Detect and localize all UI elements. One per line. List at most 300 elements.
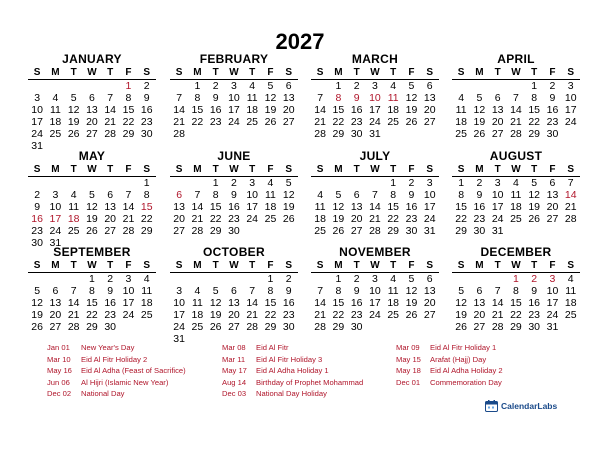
day-cell: 22 [191,116,204,128]
weekday-label: S [457,260,465,271]
day-cell: 17 [246,201,259,213]
day-cell: 25 [264,213,277,225]
day-cell: 1 [513,273,519,285]
weekday-label: W [87,67,97,78]
day-cell: 22 [528,116,541,128]
day-cell: 9 [285,285,292,297]
day-cell: 11 [49,104,61,116]
day-cell: 13 [104,201,117,213]
day-cell: 16 [140,104,153,116]
day-cell: 9 [531,285,538,297]
day-cell: 16 [104,297,117,309]
day-cell: 2 [34,189,41,201]
day-cell: 16 [528,297,541,309]
holiday-item [396,365,503,376]
day-cell: 6 [353,189,360,201]
day-cell: 27 [173,225,185,237]
day-cell: 29 [528,128,541,140]
day-cell: 12 [405,92,418,104]
day-cell: 28 [314,128,326,140]
day-cell: 27 [473,321,486,333]
day-cell: 14 [491,297,504,309]
holiday-date: Dec 01 [396,377,421,387]
day-cell: 23 [282,309,295,321]
day-cell: 15 [86,297,98,309]
day-cell: 16 [228,201,240,213]
weekday-label: S [316,260,324,271]
day-cell: 11 [455,104,467,116]
holiday-item [396,342,496,353]
day-cell: 24 [173,321,185,333]
weekday-label: W [370,260,380,271]
day-grid [28,80,156,152]
day-cell: 28 [369,225,381,237]
day-cell: 24 [31,128,43,140]
day-cell: 5 [70,92,77,104]
day-cell: 31 [423,225,436,237]
day-cell: 30 [31,237,43,249]
day-cell: 29 [86,321,98,333]
day-cell: 18 [246,104,259,116]
day-cell: 3 [372,80,378,92]
day-cell: 2 [476,177,483,189]
weekday-label: M [193,164,202,175]
weekday-label: S [143,164,151,175]
holiday-name: Birthday of Prophet Mohammad [256,377,364,387]
day-cell: 3 [125,273,132,285]
day-cell: 3 [231,80,237,92]
day-cell: 30 [282,321,295,333]
day-cell: 10 [228,92,240,104]
day-cell: 17 [173,309,185,321]
day-cell: 14 [564,189,577,201]
day-cell: 12 [405,285,418,297]
weekday-label: S [567,260,575,271]
month-name: SEPTEMBER [53,245,131,259]
holiday-date: Mar 10 [47,354,71,364]
weekday-header [311,66,439,80]
day-cell: 26 [405,309,418,321]
weekday-label: S [175,67,183,78]
weekday-header [311,163,439,177]
month-name: JUNE [217,149,251,163]
day-cell: 15 [140,201,153,213]
day-cell: 8 [143,189,150,201]
day-grid [311,80,439,140]
weekday-header [28,163,156,177]
weekday-label: F [408,67,415,78]
day-cell: 12 [528,189,541,201]
day-cell: 30 [104,321,117,333]
day-cell: 15 [528,104,541,116]
day-cell: 30 [546,128,559,140]
day-cell: 11 [565,285,577,297]
day-cell: 10 [369,285,381,297]
day-cell: 28 [104,128,117,140]
weekday-label: T [390,260,397,271]
day-cell: 25 [246,116,259,128]
day-cell: 7 [513,92,519,104]
day-cell: 31 [546,321,559,333]
day-cell: 3 [567,80,574,92]
day-cell: 15 [122,104,135,116]
day-cell: 20 [423,104,436,116]
day-cell: 9 [476,189,483,201]
weekday-label: M [475,260,484,271]
day-cell: 6 [107,189,114,201]
day-cell: 18 [510,201,522,213]
day-cell: 18 [49,116,62,128]
day-cell: 6 [176,189,183,201]
weekday-label: F [267,67,274,78]
day-cell: 28 [191,225,204,237]
day-cell: 22 [332,309,345,321]
day-cell: 19 [86,213,98,225]
day-cell: 12 [86,201,98,213]
day-cell: 10 [369,92,381,104]
day-cell: 31 [173,333,185,345]
day-cell: 15 [264,297,277,309]
day-cell: 30 [350,128,363,140]
holiday-item [396,354,486,365]
day-cell: 1 [194,80,201,92]
day-cell: 3 [426,177,433,189]
day-cell: 21 [104,116,117,128]
day-cell: 3 [52,189,59,201]
weekday-label: F [125,164,132,175]
day-cell: 1 [143,177,150,189]
month-june [170,150,298,237]
holiday-date: May 18 [396,366,421,375]
day-cell: 28 [314,321,326,333]
day-cell: 20 [49,309,62,321]
day-cell: 17 [546,297,559,309]
holiday-date: Mar 09 [396,343,420,352]
day-cell: 5 [89,189,95,201]
day-cell: 26 [455,321,467,333]
day-cell: 13 [86,104,98,116]
day-cell: 4 [390,273,397,285]
weekday-label: T [390,164,397,175]
day-cell: 1 [531,80,538,92]
day-cell: 28 [67,321,80,333]
holiday-name: Eid Al Fitr Holiday 2 [81,354,148,364]
day-cell: 2 [107,273,114,285]
day-cell: 12 [473,104,486,116]
day-cell: 5 [34,285,41,297]
day-cell: 7 [249,285,256,297]
month-february [170,53,298,140]
day-cell: 3 [372,273,378,285]
holiday-name: Eid Al Fitr [256,343,289,352]
day-cell: 8 [531,92,538,104]
holiday-item [47,354,147,365]
weekday-header [452,66,580,80]
day-cell: 5 [408,273,415,285]
day-cell: 13 [473,297,486,309]
weekday-label: T [107,260,114,271]
weekday-label: M [475,164,484,175]
day-cell: 4 [70,189,77,201]
day-cell: 6 [285,80,292,92]
holiday-name: Commemoration Day [430,377,502,387]
day-cell: 13 [491,104,504,116]
day-cell: 6 [426,273,433,285]
weekday-label: S [316,67,324,78]
weekday-label: T [107,67,114,78]
day-cell: 24 [564,116,577,128]
day-cell: 10 [546,285,559,297]
day-cell: 10 [122,285,135,297]
weekday-label: T [494,260,501,271]
holiday-date: Aug 14 [222,377,247,387]
day-cell: 4 [567,273,574,285]
day-cell: 31 [369,128,381,140]
day-cell: 15 [209,201,222,213]
holiday-name: Eid Al Adha Holiday 2 [430,366,503,375]
holiday-item [222,388,327,399]
day-cell: 20 [228,309,240,321]
day-cell: 25 [455,128,467,140]
day-cell: 24 [246,213,259,225]
day-grid [452,177,580,237]
day-cell: 2 [549,80,556,92]
day-grid [170,273,298,345]
day-cell: 3 [176,285,183,297]
day-cell: 24 [49,225,62,237]
day-cell: 23 [473,213,486,225]
day-cell: 4 [249,80,256,92]
day-cell: 4 [317,189,324,201]
weekday-label: F [408,164,415,175]
day-cell: 16 [473,201,486,213]
day-cell: 16 [350,104,363,116]
day-cell: 10 [491,189,504,201]
day-cell: 27 [423,309,436,321]
day-cell: 19 [209,309,222,321]
weekday-label: T [531,260,538,271]
day-cell: 2 [531,273,538,285]
day-cell: 7 [372,189,378,201]
day-cell: 30 [350,321,363,333]
brand-logo[interactable] [485,399,557,412]
weekday-label: T [212,260,219,271]
weekday-label: T [212,67,219,78]
day-cell: 19 [528,201,541,213]
weekday-label: S [426,164,434,175]
day-cell: 31 [31,140,43,152]
day-cell: 4 [143,273,150,285]
month-name: DECEMBER [480,245,552,259]
day-cell: 11 [246,92,258,104]
weekday-label: W [229,67,239,78]
weekday-label: T [70,260,77,271]
weekday-label: S [316,164,324,175]
day-cell: 26 [86,225,98,237]
day-cell: 14 [369,201,381,213]
day-cell: 23 [104,309,117,321]
holiday-date: May 15 [396,354,421,364]
weekday-label: F [549,260,556,271]
month-name: NOVEMBER [339,245,411,259]
weekday-label: F [267,260,274,271]
month-name: JANUARY [62,52,122,66]
day-cell: 3 [34,92,41,104]
day-cell: 4 [458,92,465,104]
weekday-label: W [511,67,521,78]
day-cell: 11 [141,285,153,297]
weekday-label: T [494,67,501,78]
weekday-label: F [549,67,556,78]
day-cell: 2 [143,80,150,92]
day-cell: 16 [405,201,418,213]
day-cell: 20 [473,309,486,321]
day-cell: 21 [173,116,185,128]
day-cell: 5 [408,80,415,92]
day-cell: 10 [564,92,577,104]
weekday-label: F [125,260,132,271]
day-cell: 19 [332,213,345,225]
day-cell: 23 [528,309,541,321]
day-cell: 18 [67,213,80,225]
day-cell: 10 [423,189,436,201]
day-cell: 21 [564,201,577,213]
day-cell: 7 [194,189,201,201]
weekday-label: T [70,67,77,78]
day-cell: 8 [390,189,397,201]
day-cell: 15 [332,297,345,309]
weekday-label: W [229,164,239,175]
day-cell: 16 [546,104,559,116]
day-cell: 22 [209,213,222,225]
day-cell: 17 [491,201,504,213]
day-cell: 4 [390,80,397,92]
day-cell: 22 [140,213,153,225]
day-cell: 7 [70,285,77,297]
weekday-header [452,163,580,177]
day-cell: 4 [267,177,274,189]
day-cell: 1 [267,273,274,285]
day-cell: 24 [228,116,240,128]
day-cell: 24 [546,309,559,321]
month-may [28,150,156,249]
day-cell: 23 [228,213,240,225]
holiday-item [47,365,186,376]
day-grid [170,177,298,237]
day-cell: 16 [31,213,43,225]
holiday-item [47,377,168,388]
holiday-date: May 16 [47,366,72,375]
day-cell: 17 [122,297,135,309]
day-cell: 9 [231,189,237,201]
day-cell: 4 [194,285,201,297]
day-cell: 13 [228,297,240,309]
weekday-label: S [143,260,151,271]
day-cell: 14 [246,297,259,309]
holiday-date: Mar 08 [222,343,246,352]
calendar-logo-icon [485,400,498,412]
weekday-label: F [549,164,556,175]
day-cell: 23 [350,116,363,128]
day-cell: 27 [491,128,504,140]
day-cell: 17 [564,104,577,116]
weekday-label: T [531,67,538,78]
day-cell: 26 [67,128,80,140]
day-cell: 27 [228,321,240,333]
weekday-label: W [370,67,380,78]
day-cell: 17 [49,213,62,225]
day-cell: 10 [31,104,43,116]
day-cell: 9 [408,189,415,201]
day-cell: 2 [353,80,360,92]
day-cell: 12 [282,189,295,201]
day-cell: 26 [31,321,43,333]
weekday-label: F [408,260,415,271]
holiday-item [222,354,322,365]
day-cell: 20 [104,213,117,225]
weekday-label: S [33,260,41,271]
day-cell: 21 [314,309,326,321]
day-cell: 1 [335,80,342,92]
holiday-item [47,388,124,399]
day-cell: 9 [107,285,114,297]
weekday-label: W [229,260,239,271]
day-cell: 18 [140,297,153,309]
month-name: AUGUST [489,149,543,163]
day-cell: 11 [191,297,203,309]
day-cell: 12 [209,297,222,309]
holiday-name: Arafat (Hajj) Day [430,354,487,364]
day-cell: 6 [52,285,59,297]
day-cell: 29 [455,225,467,237]
weekday-label: W [511,260,521,271]
day-cell: 14 [67,297,80,309]
day-cell: 16 [350,297,363,309]
day-cell: 1 [89,273,95,285]
day-cell: 14 [510,104,522,116]
weekday-label: S [285,67,293,78]
holiday-name: Eid Al Fitr Holiday 3 [256,354,323,364]
weekday-label: M [193,260,202,271]
day-cell: 4 [52,92,59,104]
day-grid [452,80,580,140]
day-cell: 13 [546,189,559,201]
day-cell: 19 [473,116,486,128]
weekday-label: F [125,67,132,78]
weekday-label: S [285,260,293,271]
day-cell: 7 [567,177,574,189]
weekday-label: W [87,164,97,175]
day-cell: 20 [86,116,98,128]
weekday-label: S [426,67,434,78]
day-cell: 30 [528,321,541,333]
weekday-label: S [567,164,575,175]
weekday-label: S [175,164,183,175]
day-cell: 5 [212,285,219,297]
day-cell: 8 [267,285,274,297]
holiday-list [0,342,600,402]
weekday-label: T [107,164,114,175]
day-cell: 12 [455,297,467,309]
day-cell: 16 [282,297,295,309]
day-cell: 24 [369,116,381,128]
weekday-label: S [426,260,434,271]
day-cell: 1 [212,177,219,189]
day-cell: 29 [140,225,153,237]
day-cell: 9 [353,92,360,104]
month-july [311,150,439,237]
day-cell: 19 [264,104,277,116]
